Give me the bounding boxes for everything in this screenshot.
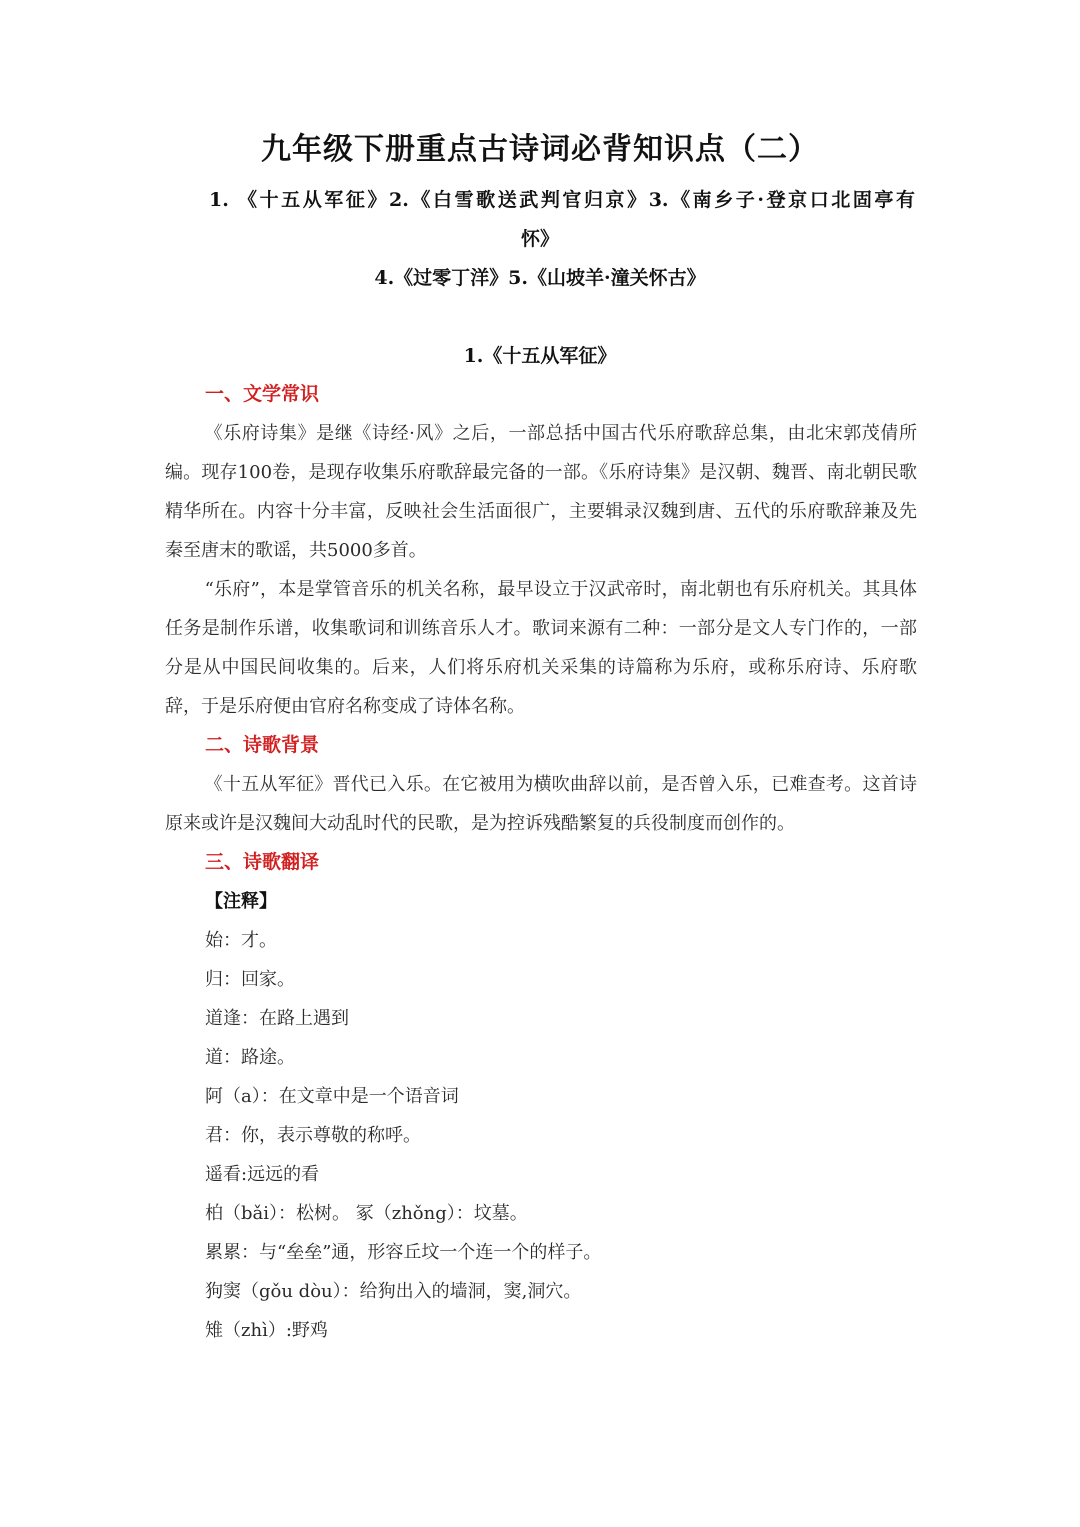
toc-line-2: 怀》 xyxy=(520,228,559,250)
note-item: 狗窦（gǒu dòu）：给狗出入的墙洞，窦,洞穴。 xyxy=(205,1281,582,1302)
note-item: 归：回家。 xyxy=(205,969,295,990)
note-item: 道：路途。 xyxy=(205,1047,295,1068)
poem-section-title: 1.《十五从军征》 xyxy=(463,345,617,367)
content-body xyxy=(165,375,917,1350)
paragraph: “乐府”，本是掌管音乐的机关名称，最早设立于汉武帝时，南北朝也有乐府机关。其具体任务是制作乐谱，收集歌词和训练音乐人才。歌词来源有二种：一部分是文人专门作的，一部分是从中国民间收集的。后来，人们将乐府机关采集的诗篇称为乐府，或称乐府诗、乐府歌辞，于是乐府便由官府名称变成了诗体名称。 xyxy=(165,579,917,717)
note-item: 柏（bǎi）：松树。 冢（zhǒng）：坟墓。 xyxy=(205,1203,528,1224)
toc-line-1: 1. 《十五从军征》2.《白雪歌送武判官归京》3.《南乡子·登京口北固亭有 xyxy=(209,189,915,211)
annotation-label: 【注释】 xyxy=(205,891,277,912)
note-item: 雉（zhì）:野鸡 xyxy=(205,1320,328,1341)
heading-poem-translation: 三、诗歌翻译 xyxy=(205,851,320,873)
paragraph: 《乐府诗集》是继《诗经·风》之后，一部总括中国古代乐府歌辞总集，由北宋郭茂倩所编。现存100卷，是现存收集乐府歌辞最完备的一部。《乐府诗集》是汉朝、魏晋、南北朝民歌精华所在。内容十分丰富，反映社会生活面很广，主要辑录汉魏到唐、五代的乐府歌辞兼及先秦至唐末的歌谣，共5000多首。 xyxy=(165,423,917,561)
note-item: 道逢：在路上遇到 xyxy=(205,1008,349,1029)
note-item: 君：你，表示尊敬的称呼。 xyxy=(205,1125,421,1146)
toc-line-3: 4.《过零丁洋》5.《山坡羊·潼关怀古》 xyxy=(374,267,706,289)
page-title: 九年级下册重点古诗词必背知识点（二） xyxy=(261,132,819,167)
note-item: 阿（a）：在文章中是一个语音词 xyxy=(205,1086,459,1107)
note-item: 始：才。 xyxy=(205,930,277,951)
note-item: 遥看:远远的看 xyxy=(205,1164,320,1185)
paragraph: 《十五从军征》晋代已入乐。在它被用为横吹曲辞以前，是否曾入乐，已难查考。这首诗原来或许是汉魏间大动乱时代的民歌，是为控诉残酷繁复的兵役制度而创作的。 xyxy=(165,774,917,834)
note-item: 累累：与“垒垒”通，形容丘坟一个连一个的样子。 xyxy=(205,1242,602,1263)
heading-literary-knowledge: 一、文学常识 xyxy=(205,383,320,405)
heading-poem-background: 二、诗歌背景 xyxy=(205,734,320,756)
